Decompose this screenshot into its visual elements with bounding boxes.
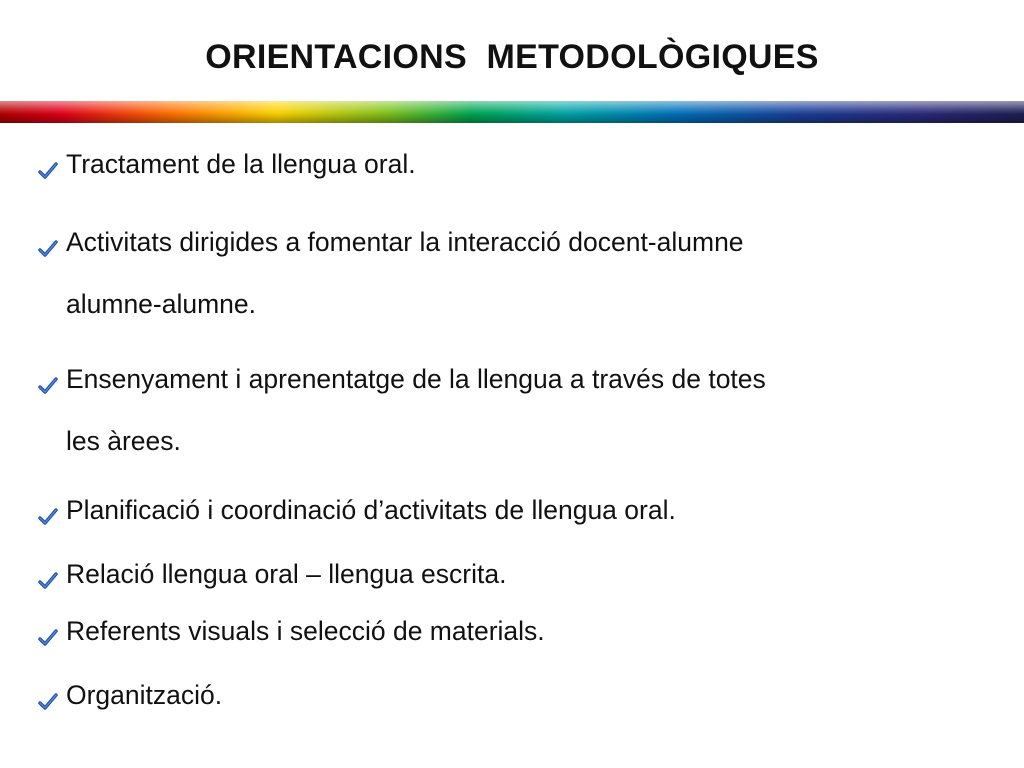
bullet-text: Tractament de la llengua oral. (66, 149, 416, 179)
checkmark-icon (38, 376, 58, 396)
checkmark-icon (38, 571, 58, 591)
slide-title: ORIENTACIONS METODOLÒGIQUES (205, 38, 819, 76)
bullet-text: Ensenyament i aprenentatge de la llengua a través de totes les àrees. (66, 364, 766, 456)
bullet-text: Organització. (66, 680, 223, 710)
bullet-text: Activitats dirigides a fomentar la interacció docent-alumne alumne-alumne. (66, 227, 744, 319)
bullet-text: Referents visuals i selecció de materials. (66, 616, 545, 646)
checkmark-icon (38, 692, 58, 712)
bullet-text: Relació llengua oral – llengua escrita. (66, 559, 507, 589)
checkmark-icon (38, 161, 58, 181)
bullet-text: Planificació i coordinació d’activitats de llengua oral. (66, 495, 676, 525)
checkmark-icon (38, 507, 58, 527)
checkmark-icon (38, 239, 58, 259)
checkmark-icon (38, 628, 58, 648)
